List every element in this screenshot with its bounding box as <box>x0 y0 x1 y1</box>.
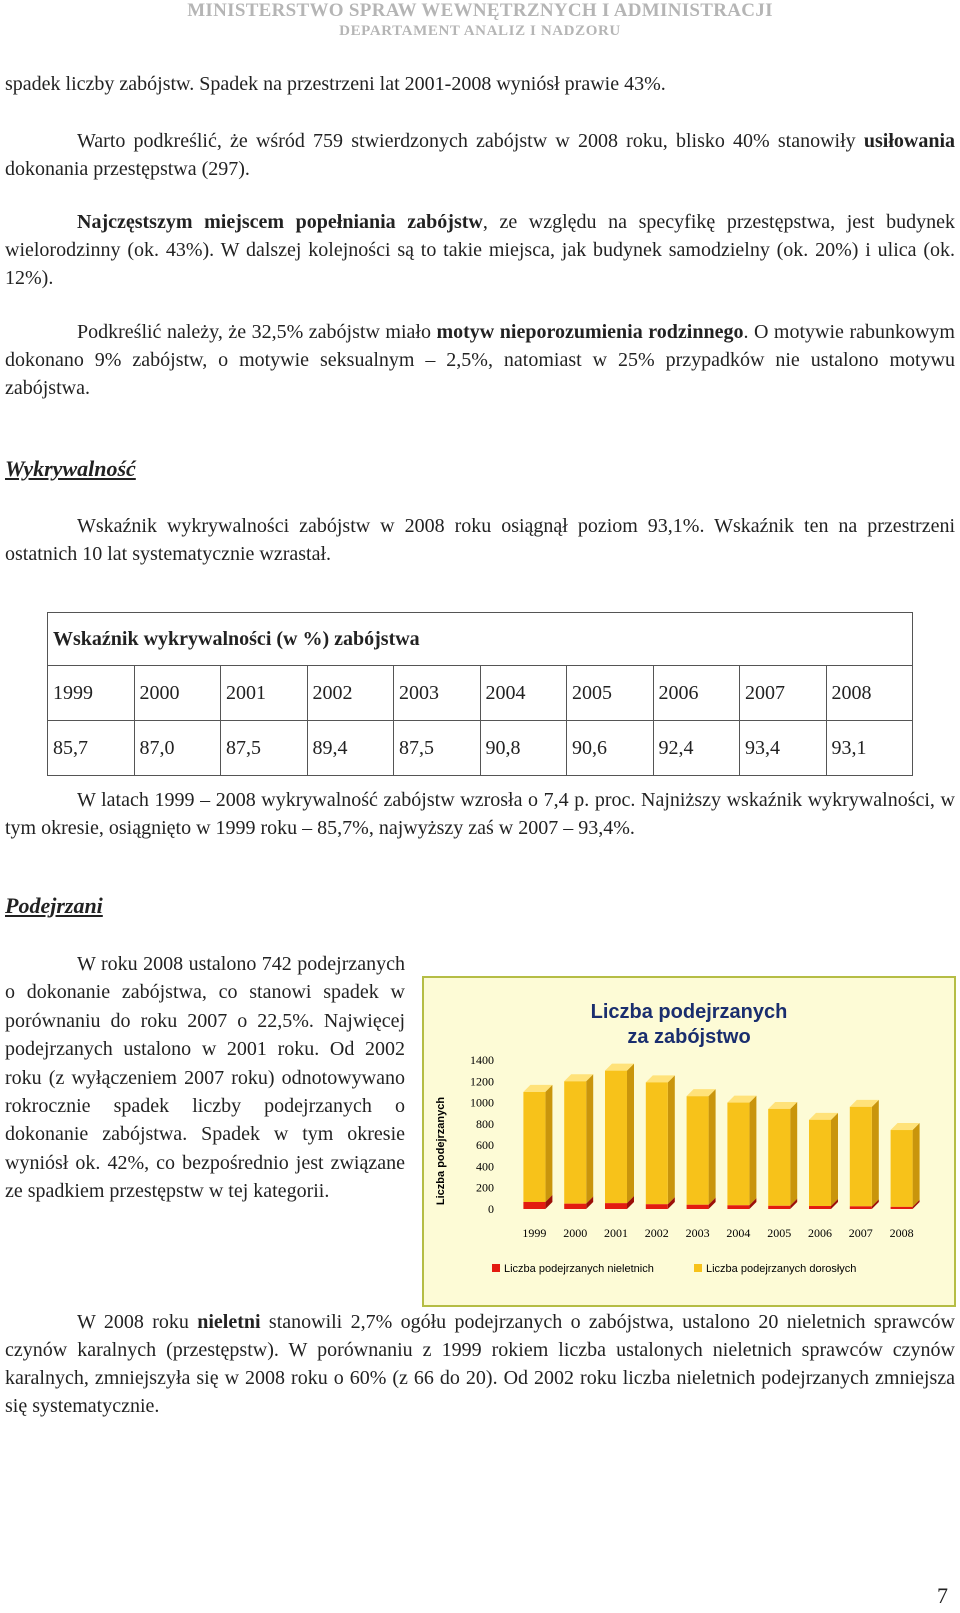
table-cell-value: 92,4 <box>653 721 740 776</box>
chart-ytick-label: 200 <box>476 1180 494 1195</box>
chart-ytick-label: 1000 <box>470 1095 494 1110</box>
table-row-years <box>48 666 913 721</box>
paragraph-juveniles <box>5 1308 955 1420</box>
paragraph-motives-text-a: Podkreślić należy, że 32,5% zabójstw miało <box>77 321 437 343</box>
table-cell-year: 2005 <box>567 666 654 721</box>
table-title-row <box>48 613 913 666</box>
chart-bar-juvenile <box>605 1203 627 1209</box>
chart-xtick-label: 2003 <box>685 1226 710 1240</box>
chart-title-line1: Liczba podejrzanych <box>590 1001 788 1023</box>
paragraph-juveniles-text-a: W 2008 roku <box>77 1311 198 1333</box>
paragraph-detection-trend-text: W latach 1999 – 2008 wykrywalność zabójstw wzrosła o 7,4 p. proc. Najniższy wskaźnik wykrywalności, w tym okresie, osiągnięto w 1999 roku – 85,7%, najwyższy zaś w 2007 – 93,4%. <box>5 789 955 839</box>
table-cell-year: 2001 <box>221 666 308 721</box>
chart-ytick-label: 1400 <box>470 1053 494 1067</box>
table-cell-year: 2002 <box>307 666 394 721</box>
paragraph-suspects <box>5 950 405 1206</box>
table-title: Wskaźnik wykrywalności (w %) zabójstwa <box>48 613 913 666</box>
table-cell-year: 2006 <box>653 666 740 721</box>
chart-bar-juvenile <box>727 1205 749 1209</box>
paragraph-decline <box>5 70 955 98</box>
chart-ytick-label: 1200 <box>470 1074 494 1089</box>
chart-bar-adult <box>646 1082 668 1204</box>
chart-bar-juvenile <box>891 1207 913 1209</box>
chart-bar-adult <box>523 1092 545 1202</box>
chart-ytick-label: 600 <box>476 1138 494 1153</box>
chart-legend-swatch-adult <box>694 1264 702 1272</box>
chart-xtick-label: 2007 <box>848 1226 873 1240</box>
paragraph-motives-bold: motyw nieporozumienia rodzinnego <box>436 321 744 343</box>
table-cell-value: 93,1 <box>826 721 913 776</box>
chart-bar-adult <box>687 1096 709 1205</box>
chart-bar-adult-side <box>709 1089 716 1205</box>
table-cell-year: 2004 <box>480 666 567 721</box>
table-cell-value: 87,5 <box>221 721 308 776</box>
table-cell-value: 89,4 <box>307 721 394 776</box>
chart-bar-juvenile <box>850 1206 872 1209</box>
chart-bar-adult <box>727 1103 749 1206</box>
paragraph-attempts-text-b: dokonania przestępstwa (297). <box>5 158 250 180</box>
paragraph-detection-text: Wskaźnik wykrywalności zabójstw w 2008 roku osiągnął poziom 93,1%. Wskaźnik ten na przestrzeni ostatnich 10 lat systematycznie wzrastał. <box>5 515 955 565</box>
chart-bar-juvenile <box>687 1205 709 1209</box>
chart-bar-adult-side <box>627 1064 634 1204</box>
paragraph-detection-trend <box>5 786 955 842</box>
paragraph-attempts-bold: usiłowania <box>863 130 956 152</box>
chart-bar-adult-side <box>913 1123 920 1207</box>
chart-bar-adult <box>891 1130 913 1207</box>
table-cell-year: 2007 <box>740 666 827 721</box>
paragraph-attempts <box>5 127 955 183</box>
table-cell-year: 2000 <box>134 666 221 721</box>
chart-title-line2: za zabójstwo <box>627 1026 751 1048</box>
chart-xtick-label: 2006 <box>808 1226 832 1240</box>
suspects-chart-svg <box>422 976 956 1307</box>
chart-bar-juvenile <box>646 1204 668 1209</box>
chart-bar-juvenile <box>523 1202 545 1209</box>
paragraph-detection <box>5 512 955 568</box>
chart-ytick-label: 0 <box>488 1202 494 1216</box>
table-cell-value: 90,8 <box>480 721 567 776</box>
detection-rate-table <box>47 612 913 776</box>
chart-bar-adult <box>564 1081 586 1203</box>
chart-xtick-label: 2008 <box>889 1226 914 1240</box>
chart-bar-adult <box>768 1109 790 1206</box>
table-cell-value: 90,6 <box>567 721 654 776</box>
paragraph-suspects-text: W roku 2008 ustalono 742 podejrzanych o dokonanie zabójstwa, co stanowi spadek w porównaniu do roku 2007 o 22,5%. Najwięcej podejrzanych ustalono w 2001 roku. Od 2002 roku (z wyłączeniem 2007 roku) odnotowywano rokrocznie spadek liczby podejrzanych o dokonanie zabójstwa. Spadek w tym okresie wyniósł ok. 42%, co bezpośrednio jest związane ze spadkiem przestępstw w tej kategorii. <box>5 953 405 1203</box>
paragraph-places <box>5 208 955 292</box>
header-department: DEPARTAMENT ANALIZ I NADZORU <box>339 23 621 39</box>
chart-ytick-label: 400 <box>476 1159 494 1174</box>
chart-bar-adult-side <box>545 1085 552 1202</box>
chart-legend-label-juvenile: Liczba podejrzanych nieletnich <box>504 1263 654 1275</box>
paragraph-decline-text: spadek liczby zabójstw. Spadek na przestrzeni lat 2001-2008 wyniósł prawie 43%. <box>5 73 666 95</box>
table-row-values <box>48 721 913 776</box>
section-heading-detection: Wykrywalność <box>5 456 136 481</box>
suspects-chart <box>422 976 956 1307</box>
chart-xtick-label: 2004 <box>726 1226 751 1240</box>
chart-bar-adult-side <box>586 1074 593 1203</box>
paragraph-juveniles-text-b: stanowili 2,7% ogółu podejrzanych o zabójstwa, ustalono 20 nieletnich sprawców czynów karalnych (przestępstw). W porównaniu z 1999 rokiem liczba ustalonych nieletnich sprawców czynów karalnych, zmniejszyła się w 2008 roku o 60% (z 66 do 20). Od 2002 roku liczba nieletnich podejrzanych zmniejsza się systematycznie. <box>5 1311 955 1417</box>
chart-bar-adult-side <box>668 1075 675 1204</box>
table-cell-year: 2003 <box>394 666 481 721</box>
chart-bar-adult <box>850 1107 872 1207</box>
header-ministry: MINISTERSTWO SPRAW WEWNĘTRZNYCH I ADMINISTRACJI <box>187 0 773 21</box>
chart-bar-juvenile <box>564 1204 586 1209</box>
chart-xtick-label: 1999 <box>522 1226 547 1240</box>
table-cell-year: 2008 <box>826 666 913 721</box>
chart-ytick-label: 800 <box>476 1116 494 1131</box>
page-header <box>0 0 960 40</box>
chart-legend-swatch-juvenile <box>492 1264 500 1272</box>
chart-xtick-label: 2005 <box>767 1226 792 1240</box>
section-heading-suspects: Podejrzani <box>5 893 103 918</box>
chart-bar-adult-side <box>749 1096 756 1206</box>
chart-xtick-label: 2001 <box>604 1226 628 1240</box>
paragraph-motives <box>5 318 955 402</box>
table-cell-year: 1999 <box>48 666 135 721</box>
chart-bar-adult-side <box>872 1100 879 1207</box>
chart-legend-label-adult: Liczba podejrzanych dorosłych <box>706 1263 857 1275</box>
chart-ylabel: Liczba podejrzanych <box>435 1096 447 1206</box>
chart-bar-juvenile <box>809 1206 831 1209</box>
paragraph-attempts-text-a: Warto podkreślić, że wśród 759 stwierdzonych zabójstw w 2008 roku, blisko 40% stanowiły <box>77 130 856 152</box>
table-cell-value: 87,5 <box>394 721 481 776</box>
paragraph-places-text: , ze względu na specyfikę przestępstwa, jest budynek wielorodzinny (ok. 43%). W dalszej kolejności są to takie miejsca, jak budynek samodzielny (ok. 20%) i ulica (ok. 12%). <box>5 211 955 289</box>
chart-bar-adult <box>809 1120 831 1206</box>
paragraph-juveniles-bold: nieletni <box>197 1311 261 1333</box>
chart-bar-adult <box>605 1071 627 1204</box>
chart-xtick-label: 2000 <box>563 1226 588 1240</box>
table-cell-value: 93,4 <box>740 721 827 776</box>
chart-bar-adult-side <box>831 1113 838 1206</box>
chart-xtick-label: 2002 <box>644 1226 669 1240</box>
paragraph-places-bold: Najczęstszym miejscem popełniania zabójstw <box>77 211 483 233</box>
table-cell-value: 85,7 <box>48 721 135 776</box>
paragraph-motives-text-b: . O motywie rabunkowym dokonano 9% zabójstw, o motywie seksualnym – 2,5%, natomiast w 25% przypadków nie ustalono motywu zabójstwa. <box>5 321 955 399</box>
page-number: 7 <box>937 1583 948 1608</box>
table-cell-value: 87,0 <box>134 721 221 776</box>
chart-bar-adult-side <box>790 1102 797 1206</box>
chart-bar-juvenile <box>768 1206 790 1209</box>
